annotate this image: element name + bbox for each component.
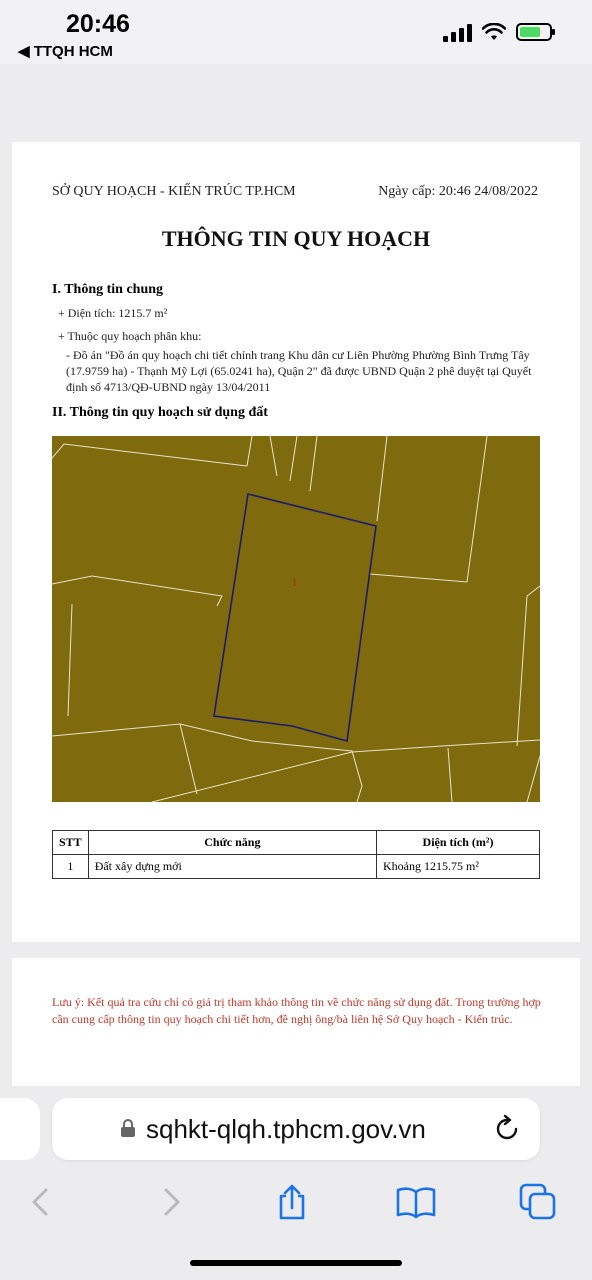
area-line: + Diện tích: 1215.7 m² [58, 306, 168, 320]
document-title: THÔNG TIN QUY HOẠCH [161, 226, 431, 251]
status-bar [0, 0, 592, 64]
col-header-function: Chức năng [88, 831, 376, 855]
back-to-app-link[interactable]: ◀ TTQH HCM [18, 43, 113, 60]
tabs-icon[interactable] [518, 1182, 558, 1222]
issue-date: Ngày cấp: 20:46 24/08/2022 [378, 184, 538, 199]
home-indicator[interactable] [190, 1260, 402, 1266]
table-row [53, 855, 540, 879]
planning-document [12, 142, 580, 942]
landuse-table [52, 830, 540, 879]
status-icons [443, 22, 552, 42]
col-header-stt: STT [53, 831, 89, 855]
cell-function: Đất xây dựng mới [88, 855, 376, 879]
cellular-signal-icon [443, 22, 472, 42]
issuing-agency: SỞ QUY HOẠCH - KIẾN TRÚC TP.HCM [52, 184, 296, 199]
url-text[interactable]: sqhkt-qlqh.tphcm.gov.vn [146, 1114, 426, 1144]
browser-toolbar [0, 1172, 592, 1232]
col-header-area: Diện tích (m²) [377, 831, 540, 855]
land-parcel-map[interactable] [52, 436, 540, 802]
section-landuse-heading: II. Thông tin quy hoạch sử dụng đất [52, 405, 268, 420]
disclaimer-panel [12, 958, 580, 1086]
zoning-label: + Thuộc quy hoạch phân khu: [58, 329, 202, 343]
table-header-row [53, 831, 540, 855]
parcel-number-label: 1 [292, 578, 297, 589]
cell-stt: 1 [53, 855, 89, 879]
bookmarks-icon[interactable] [396, 1182, 436, 1222]
previous-tab-peek[interactable] [0, 1098, 40, 1160]
battery-charging-icon [516, 23, 552, 41]
clock: 20:46 [66, 10, 130, 38]
reload-icon[interactable] [492, 1114, 522, 1144]
wifi-icon [482, 23, 506, 41]
project-description: - Đồ án "Đồ án quy hoạch chi tiết chỉnh trang Khu dân cư Liên Phường Phường Bình Trưng Tây (17.9759 ha) - Thạnh Mỹ Lợi (65.0241 ha), Quận 2" đã được UBND Quận 2 phê duyệt tại Quyết định số 4713/QĐ-UBND ngày 13/04/2011 [66, 348, 532, 394]
section-general-heading: I. Thông tin chung [52, 282, 164, 297]
forward-icon[interactable] [150, 1182, 190, 1222]
disclaimer-text: Lưu ý: Kết quả tra cứu chỉ có giá trị tham khảo thông tin về chức năng sử dụng đất. Trong trường hợp cần cung cấp thông tin quy hoạch chi tiết hơn, đề nghị ông/bà liên hệ Sở Quy hoạch - Kiến trúc. [52, 995, 541, 1026]
share-icon[interactable] [272, 1182, 312, 1222]
cell-area: Khoảng 1215.75 m² [377, 855, 540, 879]
browser-chrome [0, 1090, 592, 1280]
address-bar[interactable] [52, 1098, 540, 1160]
back-icon[interactable] [22, 1182, 62, 1222]
lock-icon [120, 1118, 136, 1138]
